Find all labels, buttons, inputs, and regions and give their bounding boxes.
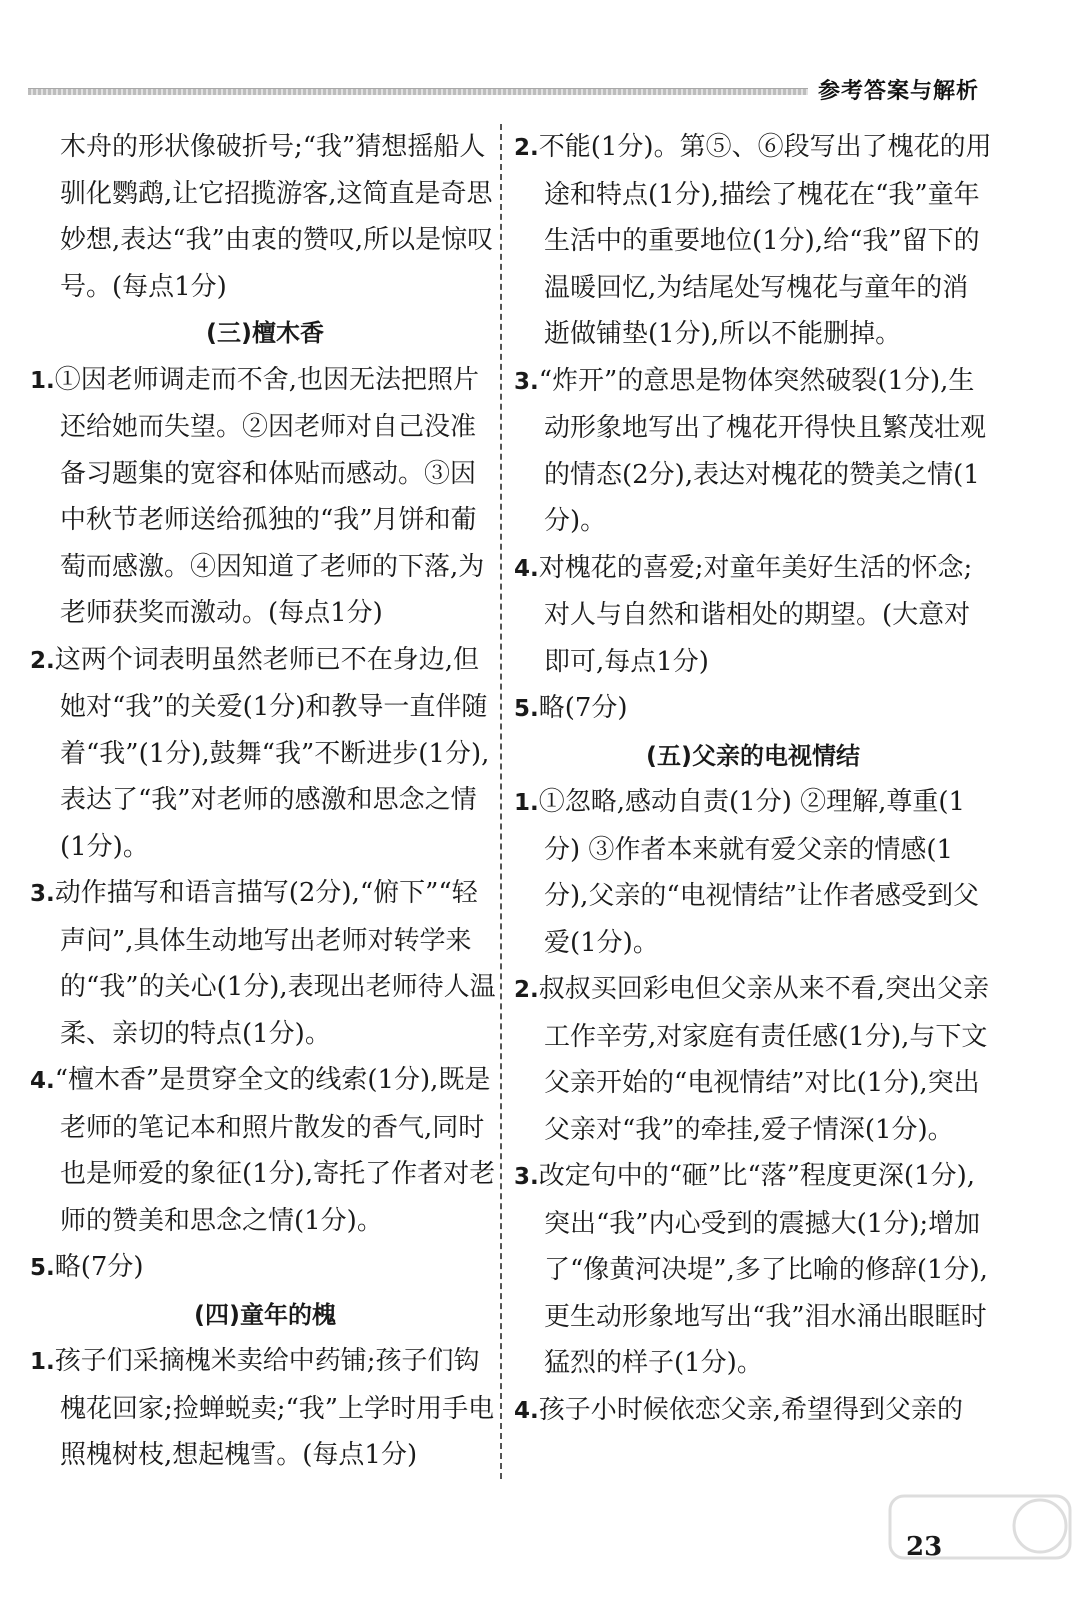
answer-item xyxy=(514,1387,992,1435)
item-number: 3. xyxy=(514,368,539,395)
item-number: 1. xyxy=(30,367,55,394)
answer-item xyxy=(30,1244,500,1292)
left-column xyxy=(30,124,500,1479)
header-title: 参考答案与解析 xyxy=(817,79,979,104)
item-text: 对槐花的喜爱;对童年美好生活的怀念;对人与自然和谐相处的期望。(大意对即可,每点1分) xyxy=(538,552,973,677)
intro-paragraph: 木舟的形状像破折号;“我”猜想摇船人驯化鹦鹉,让它招揽游客,这简直是奇思妙想,表达“我”由衷的赞叹,所以是惊叹号。(每点1分) xyxy=(60,132,494,302)
item-text: 叔叔买回彩电但父亲从来不看,突出父亲工作辛劳,对家庭有责任感(1分),与下文父亲开始的“电视情结”对比(1分),突出父亲对“我”的牵挂,爱子情深(1分)。 xyxy=(538,974,990,1145)
answer-item xyxy=(514,779,992,966)
item-number: 2. xyxy=(30,647,55,674)
item-text: “檀木香”是贯穿全文的线索(1分),既是老师的笔记本和照片散发的香气,同时也是师爱的象征(1分),寄托了作者对老师的赞美和思念之情(1分)。 xyxy=(54,1065,496,1236)
answer-item xyxy=(30,1057,500,1244)
answer-item xyxy=(514,966,992,1153)
item-number: 2. xyxy=(514,977,539,1003)
item-number: 1. xyxy=(30,1349,55,1375)
right-column xyxy=(514,124,992,1434)
answer-item xyxy=(514,1153,992,1387)
section-heading: (五)父亲的电视情结 xyxy=(646,741,860,770)
item-number: 3. xyxy=(514,1164,539,1190)
item-number: 5. xyxy=(30,1255,55,1281)
item-text: 动作描写和语言描写(2分),“俯下”“轻声问”,具体生动地写出老师对转学来的“我”的关心(1分),表现出老师待人温柔、亲切的特点(1分)。 xyxy=(54,878,496,1049)
item-text: 孩子们采摘槐米卖给中药铺;孩子们钩槐花回家;捡蝉蜕卖;“我”上学时用手电照槐树枝,想起槐雪。(每点1分) xyxy=(54,1346,495,1470)
answer-item xyxy=(30,1338,500,1479)
item-text: ①因老师调走而不舍,也因无法把照片还给她而失望。②因老师对自己没准备习题集的宽容和体贴而感动。③因中秋节老师送给孤独的“我”月饼和葡萄而感激。④因知道了老师的下落,为老师获奖而激动。(每点1分) xyxy=(54,364,485,628)
answer-item xyxy=(30,870,500,1057)
item-text: 这两个词表明虽然老师已不在身边,但她对“我”的关爱(1分)和教导一直伴随着“我”(1分),鼓舞“我”不断进步(1分),表达了“我”对老师的感激和思念之情(1分)。 xyxy=(54,644,490,862)
page-number: 23 xyxy=(906,1532,943,1562)
answer-item xyxy=(514,685,992,733)
item-text: 改定句中的“砸”比“落”程度更深(1分),突出“我”内心受到的震撼大(1分);增加了“像黄河决堤”,多了比喻的修辞(1分),更生动形象地写出“我”泪水涌出眼眶时猛烈的样子(1分)。 xyxy=(538,1161,988,1378)
item-text: 略(7分) xyxy=(54,1252,144,1282)
header-rule xyxy=(28,88,808,95)
item-text: “炸开”的意思是物体突然破裂(1分),生动形象地写出了槐花开得快且繁茂壮观的情态(2分),表达对槐花的赞美之情(1分)。 xyxy=(538,365,987,536)
item-number: 4. xyxy=(30,1068,55,1094)
section4-continued-items xyxy=(514,124,992,733)
section5-items xyxy=(514,779,992,1434)
watermark-logo xyxy=(880,1488,1080,1598)
item-number: 4. xyxy=(514,1397,539,1424)
section3-items xyxy=(30,357,500,1292)
item-text: 不能(1分)。第⑤、⑥段写出了槐花的用途和特点(1分),描绘了槐花在“我”童年生活中的重要地位(1分),给“我”留下的温暖回忆,为结尾处写槐花与童年的消逝做铺垫(1分),所以不能删掉。 xyxy=(538,132,992,349)
section4-items xyxy=(30,1338,500,1479)
answer-item xyxy=(514,358,992,545)
answer-item xyxy=(30,357,500,637)
item-text: 略(7分) xyxy=(538,693,628,723)
item-number: 4. xyxy=(514,555,539,582)
item-number: 2. xyxy=(514,135,539,161)
answer-item xyxy=(514,124,992,358)
item-text: 孩子小时候依恋父亲,希望得到父亲的 xyxy=(538,1394,964,1425)
answer-item xyxy=(30,637,500,871)
item-text: ①忽略,感动自责(1分) ②理解,尊重(1分) ③作者本来就有爱父亲的情感(1分),父亲的“电视情结”让作者感受到父爱(1分)。 xyxy=(538,787,979,958)
item-number: 5. xyxy=(514,696,539,722)
item-number: 3. xyxy=(30,881,55,907)
section-heading: (三)檀木香 xyxy=(206,319,324,347)
column-divider xyxy=(500,124,502,1479)
section-heading: (四)童年的槐 xyxy=(194,1300,336,1329)
item-number: 1. xyxy=(514,790,539,816)
answer-item xyxy=(514,545,992,686)
